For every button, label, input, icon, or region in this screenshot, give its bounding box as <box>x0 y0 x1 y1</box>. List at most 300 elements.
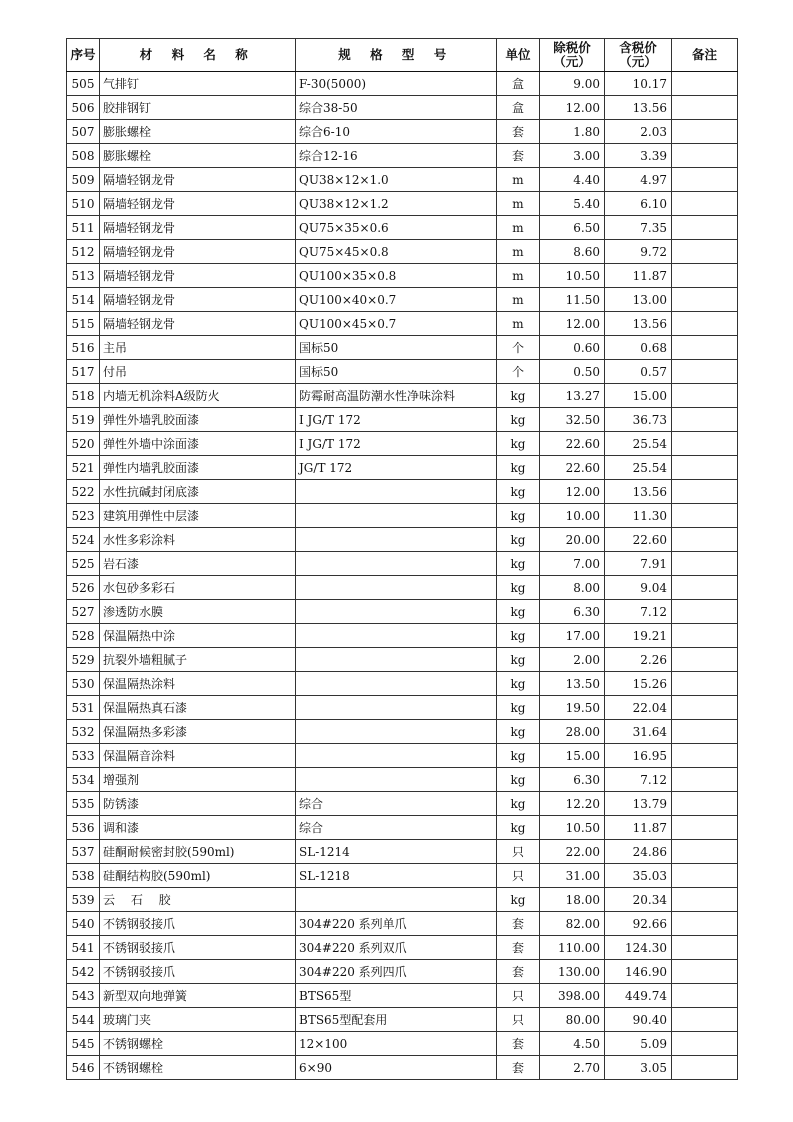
row-note <box>672 888 738 912</box>
table-row <box>67 504 738 528</box>
row-name: 保温隔热真石漆 <box>100 696 296 720</box>
row-name: 不锈钢螺栓 <box>100 1056 296 1080</box>
row-price-ex-tax: 22.60 <box>540 432 605 456</box>
row-note <box>672 360 738 384</box>
row-note <box>672 912 738 936</box>
row-price-in-tax: 13.56 <box>605 480 672 504</box>
row-no: 542 <box>67 960 100 984</box>
row-price-ex-tax: 8.60 <box>540 240 605 264</box>
row-price-in-tax: 24.86 <box>605 840 672 864</box>
row-price-in-tax: 7.12 <box>605 768 672 792</box>
row-price-ex-tax: 6.30 <box>540 768 605 792</box>
row-no: 543 <box>67 984 100 1008</box>
row-price-ex-tax: 13.27 <box>540 384 605 408</box>
row-price-ex-tax: 12.00 <box>540 480 605 504</box>
row-unit: kg <box>497 624 540 648</box>
row-price-ex-tax: 10.50 <box>540 264 605 288</box>
row-note <box>672 72 738 96</box>
row-price-in-tax: 11.87 <box>605 816 672 840</box>
row-unit: m <box>497 288 540 312</box>
row-unit: m <box>497 240 540 264</box>
row-name: 保温隔热中涂 <box>100 624 296 648</box>
table-row <box>67 336 738 360</box>
row-no: 533 <box>67 744 100 768</box>
row-spec: QU38×12×1.2 <box>296 192 497 216</box>
row-price-in-tax: 22.60 <box>605 528 672 552</box>
row-spec <box>296 528 497 552</box>
row-price-ex-tax: 6.50 <box>540 216 605 240</box>
row-name: 内墙无机涂料A级防火 <box>100 384 296 408</box>
row-note <box>672 216 738 240</box>
row-note <box>672 408 738 432</box>
row-price-in-tax: 124.30 <box>605 936 672 960</box>
row-name: 隔墙轻钢龙骨 <box>100 168 296 192</box>
row-no: 540 <box>67 912 100 936</box>
row-name: 玻璃门夹 <box>100 1008 296 1032</box>
row-no: 535 <box>67 792 100 816</box>
table-row <box>67 576 738 600</box>
row-unit: 套 <box>497 144 540 168</box>
row-spec: Ⅰ JG/T 172 <box>296 432 497 456</box>
row-spec: 304#220 系列单爪 <box>296 912 497 936</box>
table-row <box>67 72 738 96</box>
row-note <box>672 696 738 720</box>
row-price-ex-tax: 19.50 <box>540 696 605 720</box>
row-name: 云 石 胶 <box>100 888 296 912</box>
header-price-ex-tax: 除税价 （元） <box>540 39 605 72</box>
row-name: 不锈钢螺栓 <box>100 1032 296 1056</box>
table-row <box>67 144 738 168</box>
row-unit: m <box>497 312 540 336</box>
table-row <box>67 648 738 672</box>
row-no: 511 <box>67 216 100 240</box>
row-price-ex-tax: 17.00 <box>540 624 605 648</box>
row-spec: 12×100 <box>296 1032 497 1056</box>
row-price-ex-tax: 110.00 <box>540 936 605 960</box>
row-spec <box>296 648 497 672</box>
row-price-ex-tax: 82.00 <box>540 912 605 936</box>
row-spec: BTS65型 <box>296 984 497 1008</box>
row-note <box>672 552 738 576</box>
row-name: 弹性外墙乳胶面漆 <box>100 408 296 432</box>
row-no: 510 <box>67 192 100 216</box>
table-row <box>67 96 738 120</box>
row-note <box>672 624 738 648</box>
table-row <box>67 264 738 288</box>
row-note <box>672 528 738 552</box>
header-name: 材 料 名 称 <box>100 39 296 72</box>
row-spec: 综合 <box>296 792 497 816</box>
table-row <box>67 312 738 336</box>
table-row <box>67 216 738 240</box>
row-no: 527 <box>67 600 100 624</box>
row-price-ex-tax: 8.00 <box>540 576 605 600</box>
row-note <box>672 192 738 216</box>
row-unit: kg <box>497 480 540 504</box>
header-spec: 规 格 型 号 <box>296 39 497 72</box>
header-unit: 单位 <box>497 39 540 72</box>
row-price-in-tax: 7.35 <box>605 216 672 240</box>
table-row <box>67 288 738 312</box>
row-no: 507 <box>67 120 100 144</box>
row-price-in-tax: 31.64 <box>605 720 672 744</box>
row-no: 508 <box>67 144 100 168</box>
row-name: 保温隔热涂料 <box>100 672 296 696</box>
row-no: 541 <box>67 936 100 960</box>
row-no: 522 <box>67 480 100 504</box>
row-price-ex-tax: 28.00 <box>540 720 605 744</box>
table-row <box>67 528 738 552</box>
row-name: 抗裂外墙粗腻子 <box>100 648 296 672</box>
table-row <box>67 360 738 384</box>
row-spec: 防霉耐高温防潮水性净味涂料 <box>296 384 497 408</box>
price-table <box>66 38 738 1080</box>
row-unit: 个 <box>497 360 540 384</box>
row-unit: 套 <box>497 1056 540 1080</box>
row-unit: 只 <box>497 984 540 1008</box>
row-no: 539 <box>67 888 100 912</box>
row-spec <box>296 696 497 720</box>
row-spec: QU100×40×0.7 <box>296 288 497 312</box>
row-price-in-tax: 13.00 <box>605 288 672 312</box>
row-note <box>672 312 738 336</box>
row-price-in-tax: 16.95 <box>605 744 672 768</box>
row-price-in-tax: 7.91 <box>605 552 672 576</box>
row-spec: 304#220 系列四爪 <box>296 960 497 984</box>
row-price-in-tax: 92.66 <box>605 912 672 936</box>
row-unit: 只 <box>497 840 540 864</box>
row-price-in-tax: 7.12 <box>605 600 672 624</box>
row-unit: kg <box>497 696 540 720</box>
row-unit: 套 <box>497 912 540 936</box>
row-unit: kg <box>497 552 540 576</box>
row-price-in-tax: 3.39 <box>605 144 672 168</box>
row-name: 膨胀螺栓 <box>100 120 296 144</box>
row-price-ex-tax: 4.50 <box>540 1032 605 1056</box>
table-row <box>67 840 738 864</box>
row-price-ex-tax: 2.70 <box>540 1056 605 1080</box>
row-price-in-tax: 13.56 <box>605 96 672 120</box>
row-no: 526 <box>67 576 100 600</box>
row-price-ex-tax: 398.00 <box>540 984 605 1008</box>
row-price-ex-tax: 7.00 <box>540 552 605 576</box>
header-note: 备注 <box>672 39 738 72</box>
row-unit: m <box>497 168 540 192</box>
row-price-ex-tax: 10.00 <box>540 504 605 528</box>
row-spec: QU100×35×0.8 <box>296 264 497 288</box>
table-row <box>67 432 738 456</box>
row-name: 保温隔音涂料 <box>100 744 296 768</box>
row-spec: 国标50 <box>296 360 497 384</box>
row-note <box>672 144 738 168</box>
row-price-in-tax: 22.04 <box>605 696 672 720</box>
row-spec: F-30(5000) <box>296 72 497 96</box>
row-no: 528 <box>67 624 100 648</box>
row-unit: kg <box>497 768 540 792</box>
row-unit: kg <box>497 384 540 408</box>
table-row <box>67 552 738 576</box>
row-note <box>672 264 738 288</box>
row-note <box>672 1056 738 1080</box>
table-row <box>67 456 738 480</box>
table-row <box>67 168 738 192</box>
row-spec <box>296 768 497 792</box>
row-price-ex-tax: 5.40 <box>540 192 605 216</box>
row-unit: kg <box>497 792 540 816</box>
row-name: 不锈钢驳接爪 <box>100 912 296 936</box>
table-body <box>67 72 738 1080</box>
row-note <box>672 960 738 984</box>
row-no: 515 <box>67 312 100 336</box>
row-unit: kg <box>497 816 540 840</box>
row-name: 付吊 <box>100 360 296 384</box>
row-price-in-tax: 10.17 <box>605 72 672 96</box>
row-price-in-tax: 3.05 <box>605 1056 672 1080</box>
row-unit: kg <box>497 576 540 600</box>
row-unit: 盒 <box>497 72 540 96</box>
row-name: 不锈钢驳接爪 <box>100 960 296 984</box>
row-spec: 304#220 系列双爪 <box>296 936 497 960</box>
row-price-ex-tax: 1.80 <box>540 120 605 144</box>
table-row <box>67 768 738 792</box>
row-unit: kg <box>497 648 540 672</box>
row-unit: kg <box>497 408 540 432</box>
row-note <box>672 672 738 696</box>
row-spec: SL-1214 <box>296 840 497 864</box>
row-price-in-tax: 35.03 <box>605 864 672 888</box>
row-price-in-tax: 11.87 <box>605 264 672 288</box>
row-price-ex-tax: 20.00 <box>540 528 605 552</box>
row-name: 防锈漆 <box>100 792 296 816</box>
row-price-in-tax: 0.68 <box>605 336 672 360</box>
row-note <box>672 792 738 816</box>
row-name: 隔墙轻钢龙骨 <box>100 192 296 216</box>
header-price-in-tax: 含税价 （元） <box>605 39 672 72</box>
row-spec: 国标50 <box>296 336 497 360</box>
table-row <box>67 984 738 1008</box>
row-spec: QU75×45×0.8 <box>296 240 497 264</box>
row-price-ex-tax: 6.30 <box>540 600 605 624</box>
row-price-ex-tax: 3.00 <box>540 144 605 168</box>
row-unit: kg <box>497 504 540 528</box>
row-no: 517 <box>67 360 100 384</box>
row-name: 气排钉 <box>100 72 296 96</box>
row-unit: kg <box>497 456 540 480</box>
row-unit: 套 <box>497 960 540 984</box>
row-price-in-tax: 19.21 <box>605 624 672 648</box>
row-unit: kg <box>497 432 540 456</box>
row-name: 硅酮耐候密封胶(590ml) <box>100 840 296 864</box>
row-unit: 套 <box>497 120 540 144</box>
row-no: 546 <box>67 1056 100 1080</box>
row-price-ex-tax: 32.50 <box>540 408 605 432</box>
row-spec: QU100×45×0.7 <box>296 312 497 336</box>
row-price-ex-tax: 12.00 <box>540 312 605 336</box>
row-price-in-tax: 90.40 <box>605 1008 672 1032</box>
row-price-ex-tax: 2.00 <box>540 648 605 672</box>
row-note <box>672 504 738 528</box>
row-price-ex-tax: 31.00 <box>540 864 605 888</box>
row-no: 506 <box>67 96 100 120</box>
row-price-in-tax: 36.73 <box>605 408 672 432</box>
row-price-ex-tax: 12.00 <box>540 96 605 120</box>
row-price-in-tax: 20.34 <box>605 888 672 912</box>
row-price-ex-tax: 18.00 <box>540 888 605 912</box>
row-spec: JG/T 172 <box>296 456 497 480</box>
row-price-in-tax: 9.04 <box>605 576 672 600</box>
row-name: 增强剂 <box>100 768 296 792</box>
row-spec <box>296 576 497 600</box>
row-spec: Ⅰ JG/T 172 <box>296 408 497 432</box>
row-price-ex-tax: 4.40 <box>540 168 605 192</box>
row-note <box>672 744 738 768</box>
row-note <box>672 432 738 456</box>
row-unit: 个 <box>497 336 540 360</box>
row-name: 膨胀螺栓 <box>100 144 296 168</box>
row-spec <box>296 720 497 744</box>
row-name: 隔墙轻钢龙骨 <box>100 312 296 336</box>
table-row <box>67 384 738 408</box>
row-spec: 综合6-10 <box>296 120 497 144</box>
row-unit: kg <box>497 528 540 552</box>
row-note <box>672 1032 738 1056</box>
row-price-in-tax: 13.56 <box>605 312 672 336</box>
row-no: 531 <box>67 696 100 720</box>
table-row <box>67 1008 738 1032</box>
row-price-in-tax: 15.26 <box>605 672 672 696</box>
row-spec <box>296 888 497 912</box>
row-unit: 只 <box>497 1008 540 1032</box>
row-spec: SL-1218 <box>296 864 497 888</box>
row-spec: 综合 <box>296 816 497 840</box>
row-price-in-tax: 15.00 <box>605 384 672 408</box>
row-unit: kg <box>497 744 540 768</box>
row-price-ex-tax: 10.50 <box>540 816 605 840</box>
row-name: 水性多彩涂料 <box>100 528 296 552</box>
table-header <box>67 39 738 72</box>
table-row <box>67 720 738 744</box>
row-price-ex-tax: 130.00 <box>540 960 605 984</box>
table-row <box>67 792 738 816</box>
row-no: 523 <box>67 504 100 528</box>
row-no: 518 <box>67 384 100 408</box>
row-spec <box>296 624 497 648</box>
row-no: 536 <box>67 816 100 840</box>
row-no: 505 <box>67 72 100 96</box>
row-note <box>672 936 738 960</box>
row-price-ex-tax: 9.00 <box>540 72 605 96</box>
header-no: 序号 <box>67 39 100 72</box>
row-price-ex-tax: 80.00 <box>540 1008 605 1032</box>
row-unit: 套 <box>497 936 540 960</box>
row-note <box>672 864 738 888</box>
row-unit: m <box>497 264 540 288</box>
row-note <box>672 600 738 624</box>
row-name: 岩石漆 <box>100 552 296 576</box>
row-price-in-tax: 11.30 <box>605 504 672 528</box>
row-name: 隔墙轻钢龙骨 <box>100 288 296 312</box>
row-price-in-tax: 2.26 <box>605 648 672 672</box>
row-note <box>672 240 738 264</box>
row-unit: kg <box>497 888 540 912</box>
row-unit: m <box>497 216 540 240</box>
row-price-ex-tax: 0.50 <box>540 360 605 384</box>
row-spec: QU38×12×1.0 <box>296 168 497 192</box>
row-price-in-tax: 0.57 <box>605 360 672 384</box>
row-no: 519 <box>67 408 100 432</box>
row-name: 硅酮结构胶(590ml) <box>100 864 296 888</box>
row-note <box>672 336 738 360</box>
row-price-in-tax: 25.54 <box>605 456 672 480</box>
row-note <box>672 840 738 864</box>
row-spec: 综合12-16 <box>296 144 497 168</box>
row-note <box>672 720 738 744</box>
row-name: 隔墙轻钢龙骨 <box>100 264 296 288</box>
row-no: 544 <box>67 1008 100 1032</box>
row-price-in-tax: 4.97 <box>605 168 672 192</box>
row-price-in-tax: 2.03 <box>605 120 672 144</box>
row-no: 513 <box>67 264 100 288</box>
row-name: 渗透防水膜 <box>100 600 296 624</box>
table-row <box>67 960 738 984</box>
row-note <box>672 984 738 1008</box>
row-spec: 综合38-50 <box>296 96 497 120</box>
row-no: 532 <box>67 720 100 744</box>
row-price-in-tax: 146.90 <box>605 960 672 984</box>
table-row <box>67 120 738 144</box>
table-row <box>67 864 738 888</box>
row-name: 弹性内墙乳胶面漆 <box>100 456 296 480</box>
row-name: 主吊 <box>100 336 296 360</box>
row-unit: kg <box>497 672 540 696</box>
row-price-ex-tax: 22.60 <box>540 456 605 480</box>
row-note <box>672 384 738 408</box>
row-spec <box>296 480 497 504</box>
row-no: 509 <box>67 168 100 192</box>
row-no: 537 <box>67 840 100 864</box>
row-unit: kg <box>497 720 540 744</box>
row-unit: 盒 <box>497 96 540 120</box>
row-no: 512 <box>67 240 100 264</box>
row-name: 胶排钢钉 <box>100 96 296 120</box>
row-name: 水性抗碱封闭底漆 <box>100 480 296 504</box>
table-row <box>67 1056 738 1080</box>
row-spec <box>296 672 497 696</box>
row-no: 525 <box>67 552 100 576</box>
row-name: 建筑用弹性中层漆 <box>100 504 296 528</box>
row-price-in-tax: 6.10 <box>605 192 672 216</box>
row-price-in-tax: 13.79 <box>605 792 672 816</box>
table-row <box>67 696 738 720</box>
row-price-ex-tax: 15.00 <box>540 744 605 768</box>
row-no: 520 <box>67 432 100 456</box>
table-row <box>67 480 738 504</box>
row-name: 保温隔热多彩漆 <box>100 720 296 744</box>
row-note <box>672 456 738 480</box>
row-no: 524 <box>67 528 100 552</box>
row-spec: QU75×35×0.6 <box>296 216 497 240</box>
row-note <box>672 288 738 312</box>
row-name: 隔墙轻钢龙骨 <box>100 216 296 240</box>
table-row <box>67 912 738 936</box>
table-row <box>67 192 738 216</box>
row-no: 516 <box>67 336 100 360</box>
table-row <box>67 816 738 840</box>
row-note <box>672 576 738 600</box>
row-note <box>672 120 738 144</box>
row-note <box>672 648 738 672</box>
row-price-in-tax: 9.72 <box>605 240 672 264</box>
